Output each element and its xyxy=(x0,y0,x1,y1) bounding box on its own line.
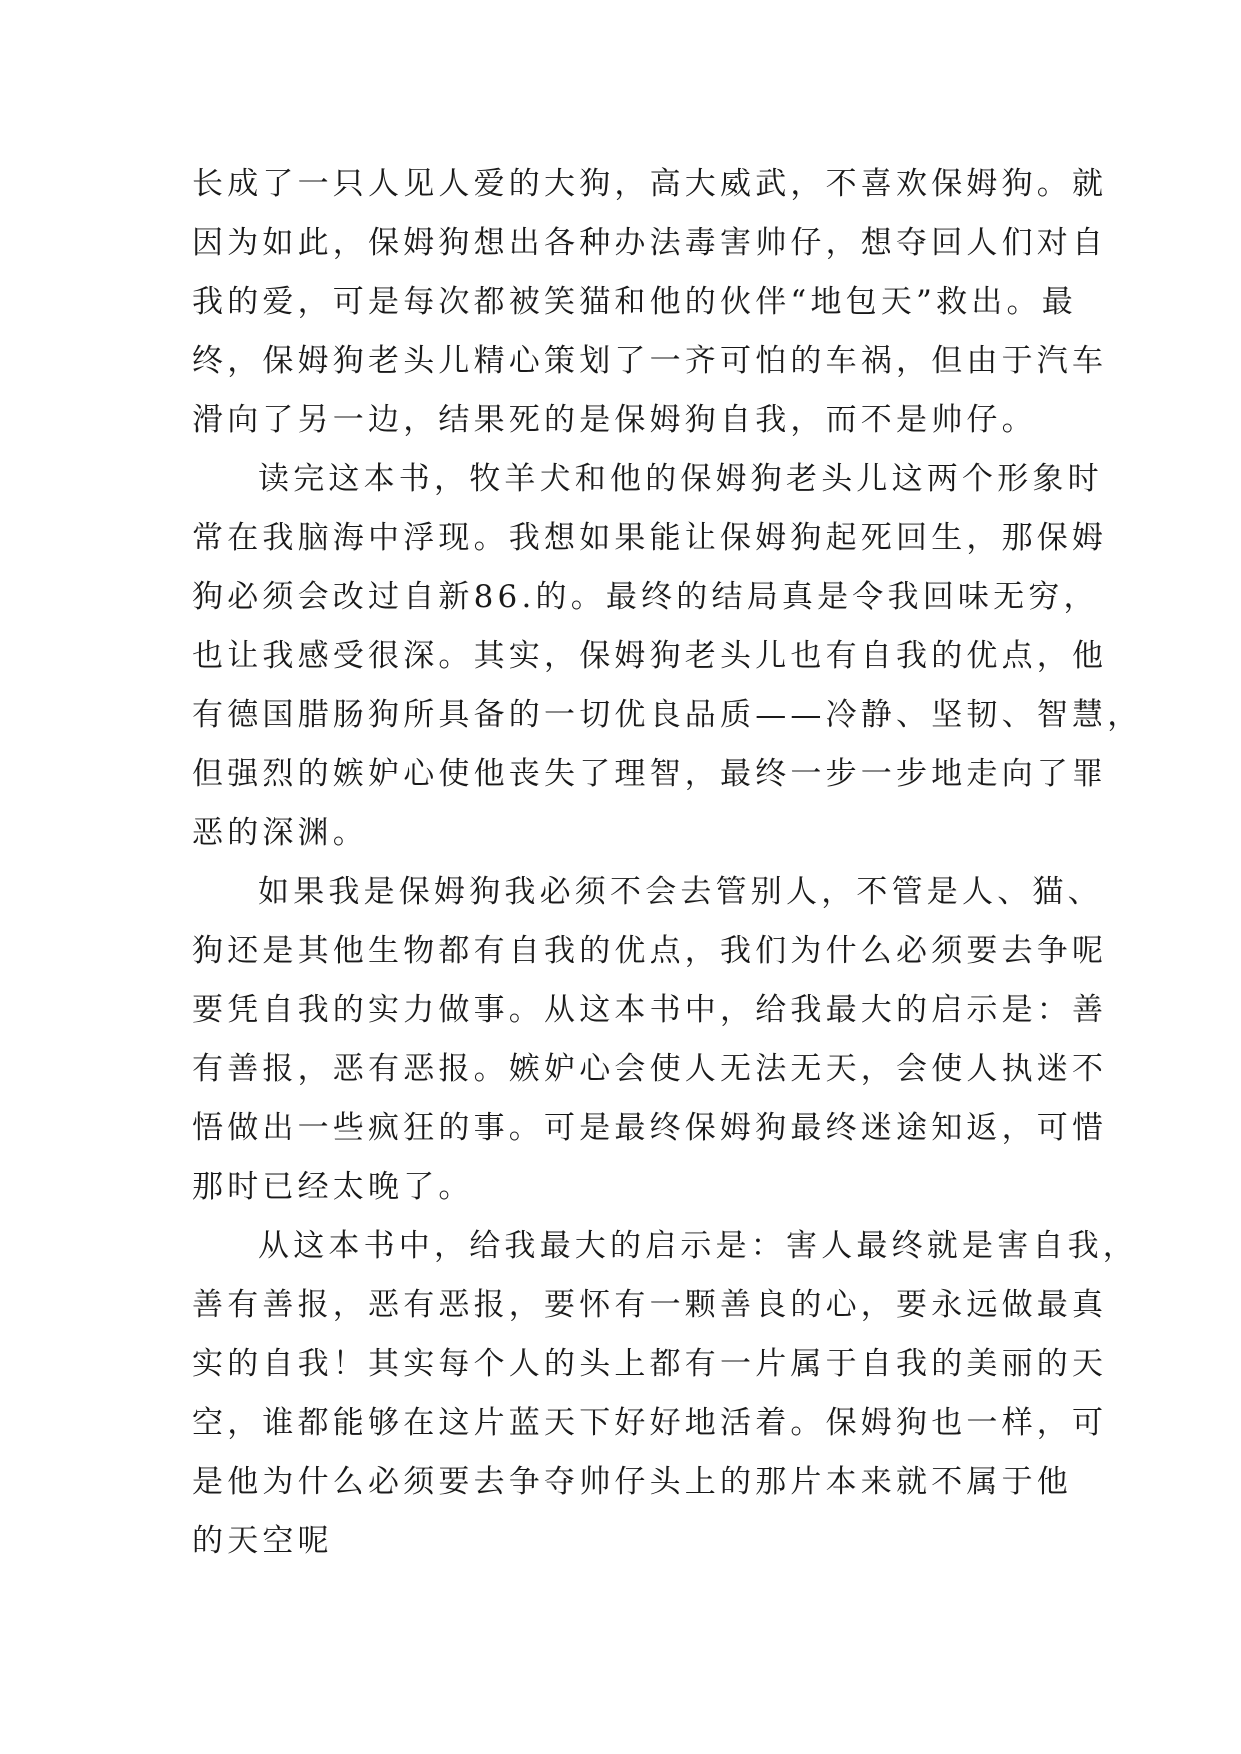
text-line: 有德国腊肠狗所具备的一切优良品质——冷静、坚韧、智慧， xyxy=(192,697,1143,733)
text-line: 有善报，恶有恶报。嫉妒心会使人无法无天，会使人执迷不 xyxy=(192,1051,1108,1087)
paragraph-first-line: 读完这本书，牧羊犬和他的保姆狗老头儿这两个形象时 xyxy=(258,461,1103,497)
text-line: 因为如此，保姆狗想出各种办法毒害帅仔，想夺回人们对自 xyxy=(192,225,1108,261)
text-line: 终，保姆狗老头儿精心策划了一齐可怕的车祸，但由于汽车 xyxy=(192,343,1108,379)
text-line: 狗还是其他生物都有自我的优点，我们为什么必须要去争呢 xyxy=(192,933,1108,969)
paragraph-first-line: 从这本书中，给我最大的启示是：害人最终就是害自我， xyxy=(258,1228,1138,1264)
text-line: 狗必须会改过自新86.的。最终的结局真是令我回味无穷， xyxy=(192,579,1099,615)
text-line: 善有善报，恶有恶报，要怀有一颗善良的心，要永远做最真 xyxy=(192,1287,1108,1323)
text-line: 也让我感受很深。其实，保姆狗老头儿也有自我的优点，他 xyxy=(192,638,1108,674)
text-line: 那时已经太晚了。 xyxy=(192,1169,474,1205)
paragraph-first-line: 如果我是保姆狗我必须不会去管别人，不管是人、猫、 xyxy=(258,874,1103,910)
text-line: 长成了一只人见人爱的大狗，高大威武，不喜欢保姆狗。就 xyxy=(192,166,1108,202)
body-text xyxy=(192,155,1143,1571)
text-line: 要凭自我的实力做事。从这本书中，给我最大的启示是：善 xyxy=(192,992,1108,1028)
text-line: 空，谁都能够在这片蓝天下好好地活着。保姆狗也一样，可 xyxy=(192,1405,1108,1441)
text-line: 是他为什么必须要去争夺帅仔头上的那片本来就不属于他 xyxy=(192,1464,1072,1500)
text-line: 常在我脑海中浮现。我想如果能让保姆狗起死回生，那保姆 xyxy=(192,520,1108,556)
text-line: 我的爱，可是每次都被笑猫和他的伙伴“地包天”救出。最 xyxy=(192,284,1077,320)
text-line: 悟做出一些疯狂的事。可是最终保姆狗最终迷途知返，可惜 xyxy=(192,1110,1108,1146)
text-line: 实的自我！其实每个人的头上都有一片属于自我的美丽的天 xyxy=(192,1346,1108,1382)
text-line: 滑向了另一边，结果死的是保姆狗自我，而不是帅仔。 xyxy=(192,402,1037,438)
text-line: 的天空呢 xyxy=(192,1523,333,1559)
text-line: 但强烈的嫉妒心使他丧失了理智，最终一步一步地走向了罪 xyxy=(192,756,1108,792)
text-line: 恶的深渊。 xyxy=(192,815,368,851)
